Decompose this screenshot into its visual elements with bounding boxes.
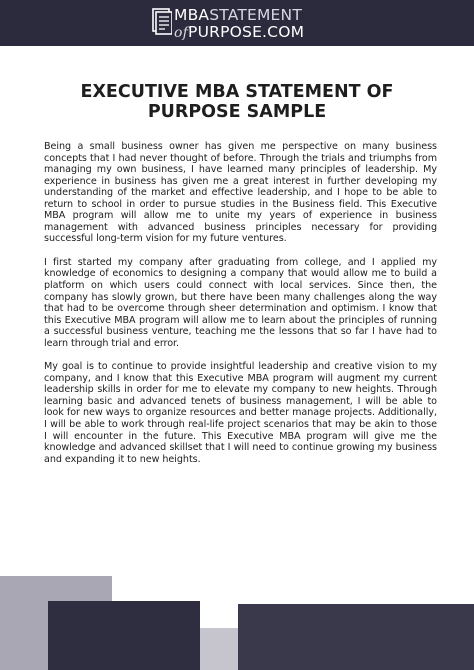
essay-paragraph-2: I first started my company after graduating from college, and I applied my knowledge of economics to designing a company that would allow me to build a platform on which users could connect with local services. Since then, the company has slowly grown, but there have been many challenges along the way that had to be overcome through sheer determination and optimism. I know that this Executive MBA program will allow me to learn about the principles of running a successful business venture, teaching me the lessons that so far I have had to learn through trial and error. — [44, 256, 437, 349]
logo-wordmark-bottom — [174, 24, 304, 41]
document-icon — [152, 8, 172, 36]
decorative-block-dark-left — [48, 601, 200, 670]
page-title-line2: PURPOSE SAMPLE — [147, 102, 327, 122]
page-title — [40, 82, 434, 122]
page-title-line1: EXECUTIVE MBA STATEMENT OF — [80, 82, 394, 102]
logo-wordmark-top — [174, 7, 302, 23]
site-logo[interactable] — [152, 6, 332, 42]
logo-statement: STATEMENT — [209, 6, 303, 24]
essay-paragraph-3: My goal is to continue to provide insightful leadership and creative vision to my company, and I know that this Executive MBA program will augment my current leadership skills in order for me to elevate my company to new heights. Through learning basic and advanced tenets of business management, I will be able to look for new ways to organize resources and better manage projects. Additionally, I will be able to work through real-life project scenarios that may be akin to those I will encounter in the future. This Executive MBA program will give me the knowledge and advanced skillset that I will need to continue growing my business and expanding it to new heights. — [44, 361, 437, 465]
essay-body — [44, 141, 437, 477]
decorative-block-dark-right — [238, 604, 474, 670]
logo-purpose: PURPOSE.COM — [188, 23, 305, 41]
logo-mba: MBA — [174, 6, 210, 24]
essay-paragraph-1: Being a small business owner has given me perspective on many business concepts that I had never thought of before. Through the trials and triumphs from managing my own business, I have learned many principles of leadership. My experience in business has given me a great interest in further developing my understanding of the market and effective leadership, and I hope to be able to return to school in order to pursue studies in the Business field. This Executive MBA program will allow me to unite my years of experience in business management with advanced business principles necessary for providing successful long-term vision for my future ventures. — [44, 141, 437, 245]
logo-of: of — [174, 25, 189, 41]
site-header — [0, 0, 474, 46]
